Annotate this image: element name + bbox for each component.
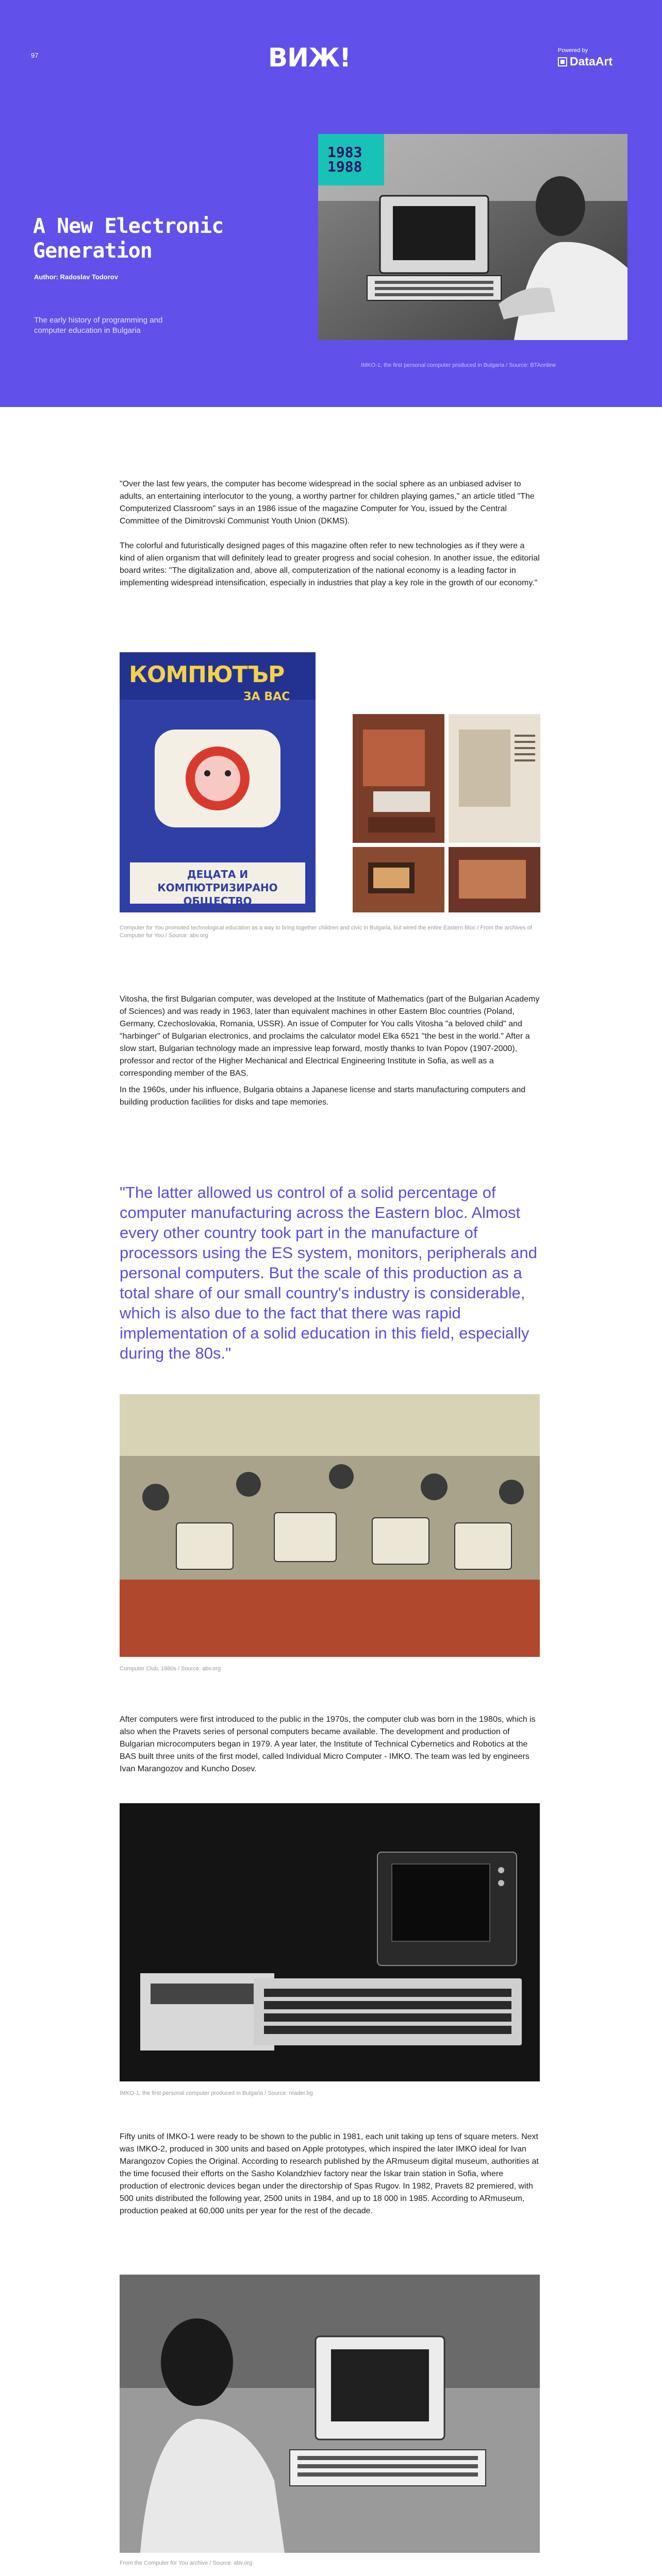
computer-club-photo xyxy=(120,1394,540,1657)
article-subtitle: The early history of programming and computer education in Bulgaria xyxy=(34,316,163,335)
article-author: Author: Radoslav Todorov xyxy=(34,273,118,281)
powered-by[interactable] xyxy=(558,47,613,69)
site-logo[interactable]: ВИЖ! xyxy=(268,43,351,73)
powered-by-brand xyxy=(558,55,613,69)
archive-photo-bottom-right xyxy=(449,847,540,912)
caption-computer-club: Computer Club, 1980s / Source: abv.org xyxy=(120,1666,221,1672)
cover-subtitle: ЗА ВАС xyxy=(243,690,290,703)
hero-overlay-digits: 1983 1988 xyxy=(327,144,362,175)
caption-archive: From the Computer for You archive / Source: abv.org xyxy=(120,2560,253,2566)
hero-photo-overlay xyxy=(318,134,384,185)
pull-quote: "The latter allowed us control of a solid percentage of computer manufacturing across the Eastern bloc. Almost every other country took part in the manufacture of processors using the ES system, monitors, peripherals and personal computers. But the scale of this production as a total share of our small country's industry is considerable, which is also due to the fact that there was rapid implementation of a solid education in this field, especially during the 80s." xyxy=(120,1183,537,1362)
archive-photo-left xyxy=(353,714,444,843)
cover-headline: ДЕЦАТА И КОМПЮТРИЗИРАНО ОБЩЕСТВО xyxy=(157,868,278,907)
article-paragraph-5: After computers were first introduced to the public in the 1970s, the computer club was born in the 1980s, which is also when the Pravets series of personal computers became available. The development and production of Bulgarian microcomputers began in 1979. A year later, the Institute of Technical Cybernetics and Robotics at the BAS built three units of the first model, called Individual Micro Computer - IMKO. The team was led by engineers Ivan Marangozov and Kuncho Dosev. xyxy=(120,1715,536,1773)
powered-by-brand-text: DataArt xyxy=(570,55,613,68)
article-paragraph-2: The colorful and futuristically designed pages of this magazine often refer to new technologies as if they were a kind of alien organism that will definitely lead to greater progress and social cohesion. In another issue, the editorial board writes: "The digitalization and, above all, computerization of the national economy is a leading factor in implementing widespread intensification, especially in industries that play a key role in the growth of our economy." xyxy=(120,541,540,587)
dataart-logo-icon xyxy=(558,57,567,66)
archive-photo-right xyxy=(449,714,540,843)
article-paragraph-6: Fifty units of IMKO-1 were ready to be shown to the public in 1981, each unit taking up tens of square meters. Next was IMKO-2, produced in 300 units and based on Apple prototypes, which inspired the later IMKO ideal for Ivan Marangozov Copies the Original. According to research published by the ARmuseum digital museum, authorities at the time focused their efforts on the Sasho Kolandzhiev factory near the Iskar train station in Sofia, where production of electronic devices began under the directorship of Spas Rugov. In 1982, Pravets 82 premiered, with 500 units distributed the following year, 2500 units in 1984, and up to 18 000 in 1985. According to ARmuseum, production peaked at 60,000 units per year for the rest of the decade. xyxy=(120,2132,539,2215)
article-paragraph-4: In the 1960s, under his influence, Bulgaria obtains a Japanese license and starts manufacturing computers and building production facilities for disks and tape memories. xyxy=(120,1086,526,1107)
article-title: A New Electronic Generation xyxy=(33,214,224,263)
imko-computer-photo xyxy=(120,1803,540,2081)
caption-magazine: Computer for You promoted technological education as a way to bring together children and civic in Bulgaria, but wired the entire Eastern Bloc / From the archives of Computer for You / Source: abv.org xyxy=(120,925,532,939)
archive-man-computer-photo xyxy=(120,2275,540,2553)
magazine-cover-photo xyxy=(120,652,316,912)
cover-title: КОМПЮТЪР xyxy=(129,662,285,688)
article-paragraph-1: "Over the last few years, the computer has become widespread in the social sphere as an unbiased adviser to adults, an entertaining interlocutor to the young, a worthy partner for children playing games," an article titled "The Computerized Classroom" says in an 1986 issue of the magazine Computer for You, issued by the Central Committee of the Dimitrovski Communist Youth Union (DKMS). xyxy=(120,480,535,526)
page-number: 97 xyxy=(31,52,39,59)
powered-by-label: Powered by xyxy=(558,47,588,54)
hero-photo-caption: IMKO-1, the first personal computer produced in Bulgaria / Source: BTAonline xyxy=(361,362,556,368)
caption-imko: IMKO-1, the first personal computer produced in Bulgaria / Source: reader.bg xyxy=(120,2090,313,2096)
archive-photo-bottom-left xyxy=(353,847,444,912)
article-paragraph-3: Vitosha, the first Bulgarian computer, was developed at the Institute of Mathematics (part of the Bulgarian Academy of Sciences) and was ready in 1963, later than equivalent machines in other Eastern Bloc countries (Poland, Germany, Czechoslovakia, Romania, USSR). An issue of Computer for You calls Vitosha "a beloved child" and "harbinger" of Bulgarian electronics, and proclaims the calculator model Elka 6521 "the best in the world." After a slow start, Bulgarian technology made an impressive leap forward, mostly thanks to Ivan Popov (1907-2000), professor and rector of the Higher Mechanical and Electrical Engineering Institute in Sofia, as well as a corresponding member of the BAS. xyxy=(120,995,540,1078)
